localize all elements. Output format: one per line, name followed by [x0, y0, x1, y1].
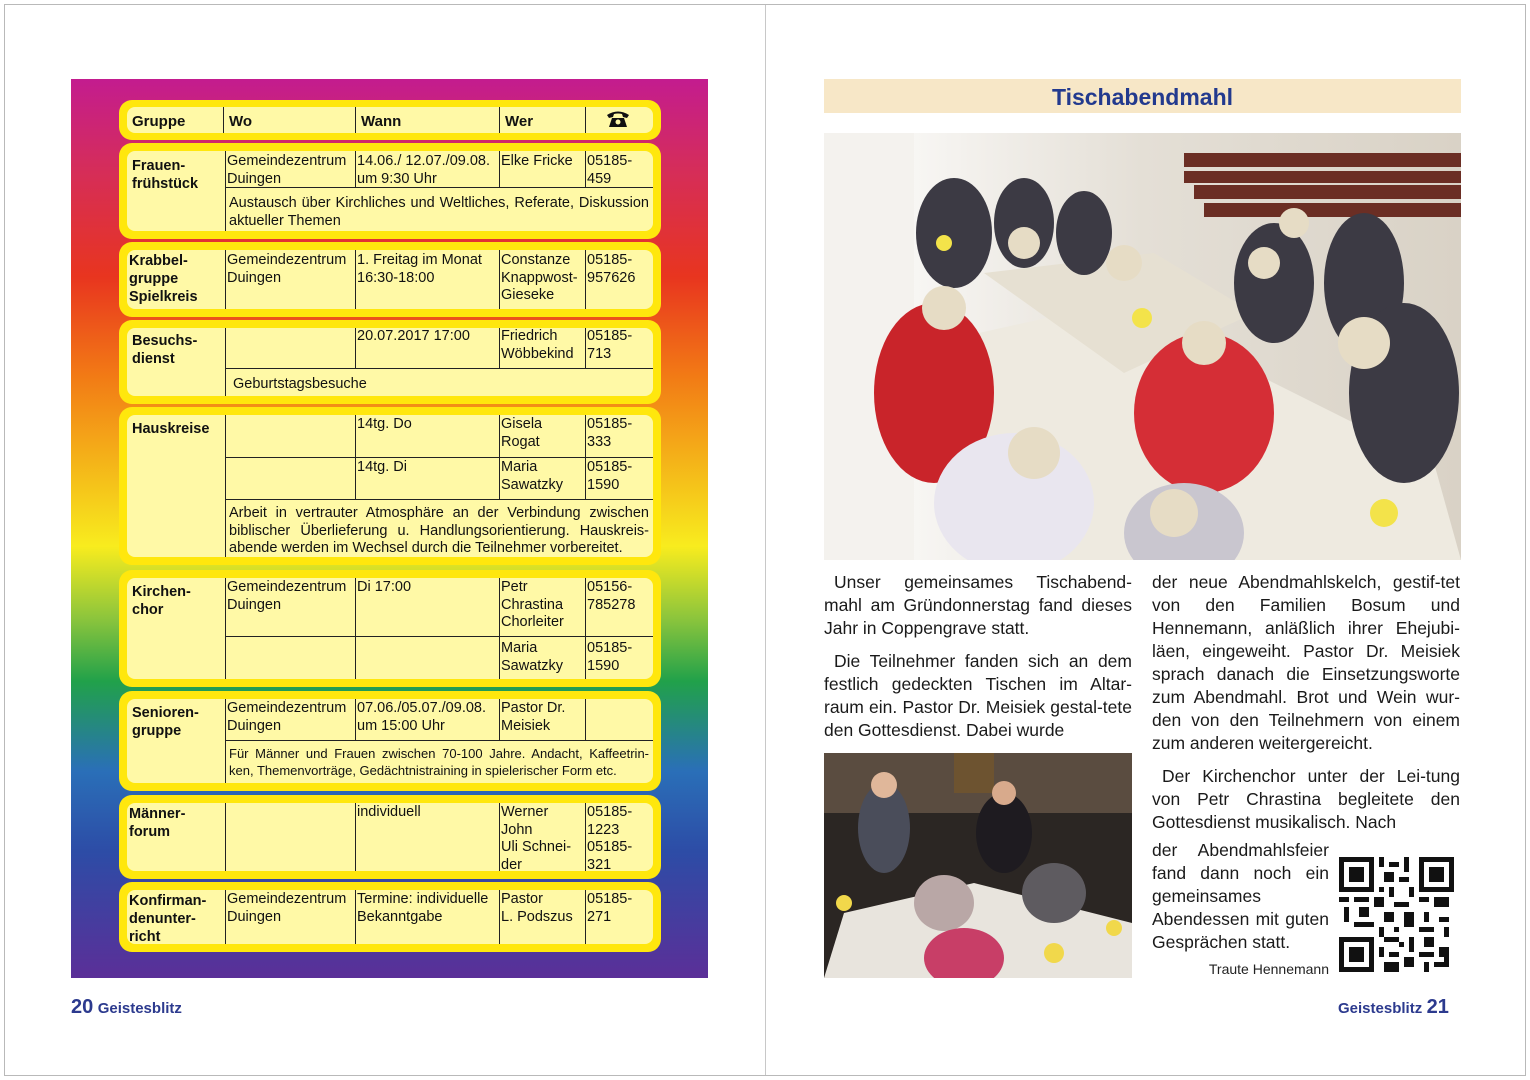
page-number: 20 [71, 996, 94, 1018]
cell-wann: 14tg. Di [357, 459, 407, 475]
qr-code-icon [1339, 857, 1454, 972]
cell-wann: individuell [357, 804, 421, 820]
main-photo [824, 133, 1461, 560]
page-number: 21 [1426, 996, 1449, 1018]
cell-tel: 05185- 1223 05185- 321 [587, 804, 633, 871]
cell-wer: Werner John Uli Schnei- der [501, 804, 572, 871]
cell-wer: Constanze Knappwost- Gieseke [501, 252, 578, 303]
group-description: Austausch über Kirchliches und Weltliches, Referate, Diskussion aktueller Themen [229, 195, 649, 229]
group-block-maennerforum [119, 795, 661, 879]
cell-wer: Elke Fricke [501, 153, 573, 169]
page-footer-right [1338, 996, 1449, 1019]
group-name: Senioren- gruppe [132, 705, 199, 739]
cell-wo: Gemeindezentrum Duingen [227, 579, 347, 613]
article-author: Traute Hennemann [1208, 961, 1329, 977]
article-title-bar [824, 79, 1461, 113]
paragraph: Der Kirchenchor unter der Lei-tung von Petr Chrastina begleitete den Gottesdienst musikalisch. Nach [1152, 766, 1460, 832]
group-description: Geburtstagsbesuche [233, 376, 367, 392]
cell-tel: 05185- 1590 [587, 459, 633, 493]
group-block-frauenfruehstueck [119, 143, 661, 239]
cell-wo: Gemeindezentrum Duingen [227, 153, 347, 187]
article-column-1 [824, 571, 1132, 752]
cell-tel: 05185- 957626 [587, 252, 636, 286]
cell-wann: Termine: individuelle Bekanntgabe [357, 891, 489, 925]
group-name: Besuchs- dienst [132, 333, 198, 367]
group-description: Arbeit in vertrauter Atmosphäre an der Verbindung zwischen biblischer Überlieferung u. Handlungsorientierung. Hauskreis-abende werden im Wechsel durch die Teilnehmer vorbereitet. [229, 505, 649, 556]
table-header [119, 100, 661, 140]
secondary-photo [824, 753, 1132, 978]
cell-wer: Maria Sawatzky [501, 640, 564, 674]
article-column-2 [1152, 571, 1460, 844]
cell-wo: Gemeindezentrum Duingen [227, 891, 347, 925]
group-block-besuchsdienst [119, 320, 661, 404]
cell-tel: 05185- 1590 [587, 640, 633, 674]
cell-wo: Gemeindezentrum Duingen [227, 252, 347, 286]
group-name: Hauskreise [132, 421, 210, 437]
group-block-konfirmandenunterricht [119, 882, 661, 952]
cell-tel: 05185- 333 [587, 416, 633, 450]
cell-wer: Gisela Rogat [501, 416, 543, 450]
cell-wann: 07.06./05.07./09.08. um 15:00 Uhr [357, 700, 486, 734]
group-name: Kirchen- chor [132, 584, 191, 618]
paragraph: Die Teilnehmer fanden sich an dem festlich gedeckten Tischen im Altar-raum ein. Pastor Dr. Meisiek gestal-tete den Gottesdienst. Dabei wurde [824, 651, 1132, 740]
group-block-hauskreise [119, 407, 661, 565]
cell-wer: Maria Sawatzky [501, 459, 564, 493]
telephone-icon [605, 108, 631, 133]
header-wann: Wann [361, 113, 402, 130]
cell-tel: 05156- 785278 [587, 579, 636, 613]
article-title: Tischabendmahl [1051, 84, 1234, 110]
cell-tel: 05185- 713 [587, 328, 633, 362]
cell-wann: 20.07.2017 17:00 [357, 328, 470, 344]
page-gutter [765, 5, 766, 1075]
magazine-name: Geistesblitz [97, 1000, 182, 1017]
group-name: Konfirman- denunter- richt [129, 893, 207, 944]
page-footer-left [71, 996, 182, 1019]
cell-wann: 1. Freitag im Monat 16:30-18:00 [357, 252, 482, 286]
group-block-seniorengruppe [119, 691, 661, 791]
paragraph: der neue Abendmahlskelch, gestif-tet von den Familien Bosum und Hennemann, anläßlich ihrer Ehejubi-läen, eingeweiht. Pastor Dr. Meisiek sprach danach die Einsetzungsworte zum Abendmahl. Brot und Wein wur-den von den Teilnehmern von einem zum anderen weitergereicht. [1152, 572, 1460, 753]
cell-wo: Gemeindezentrum Duingen [227, 700, 347, 734]
header-gruppe: Gruppe [132, 113, 186, 130]
cell-wer: Pastor Dr. Meisiek [501, 700, 566, 734]
article-column-3 [1152, 839, 1329, 964]
header-wer: Wer [505, 113, 534, 130]
cell-tel: 05185- 459 [587, 153, 633, 187]
group-block-kirchenchor [119, 570, 661, 687]
group-name: Männer- forum [129, 806, 186, 840]
paragraph: Unser gemeinsames Tischabend-mahl am Gründonnerstag fand dieses Jahr in Coppengrave statt. [824, 572, 1132, 638]
cell-wer: Pastor L. Podszus [501, 891, 573, 925]
header-wo: Wo [229, 113, 253, 130]
group-description: Für Männer und Frauen zwischen 70-100 Jahre. Andacht, Kaffeetrin-ken, Themenvorträge, Gedächtnistraining in spielerischer Form etc. [229, 746, 649, 778]
cell-wann: Di 17:00 [357, 579, 412, 595]
group-name: Krabbel- gruppe Spielkreis [129, 253, 198, 305]
cell-tel: 05185- 271 [587, 891, 633, 925]
magazine-name: Geistesblitz [1338, 1000, 1423, 1017]
cell-wer: Friedrich Wöbbekind [501, 328, 574, 362]
group-name: Frauen- frühstück [132, 158, 199, 192]
group-block-krabbelgruppe [119, 242, 661, 317]
cell-wann: 14tg. Do [357, 416, 412, 432]
cell-wann: 14.06./ 12.07./09.08. um 9:30 Uhr [357, 153, 491, 187]
cell-wer: Petr Chrastina Chorleiter [501, 579, 564, 630]
paragraph: der Abendmahlsfeier fand dann noch ein gemeinsames Abendessen mit guten Gesprächen statt. [1152, 840, 1329, 952]
